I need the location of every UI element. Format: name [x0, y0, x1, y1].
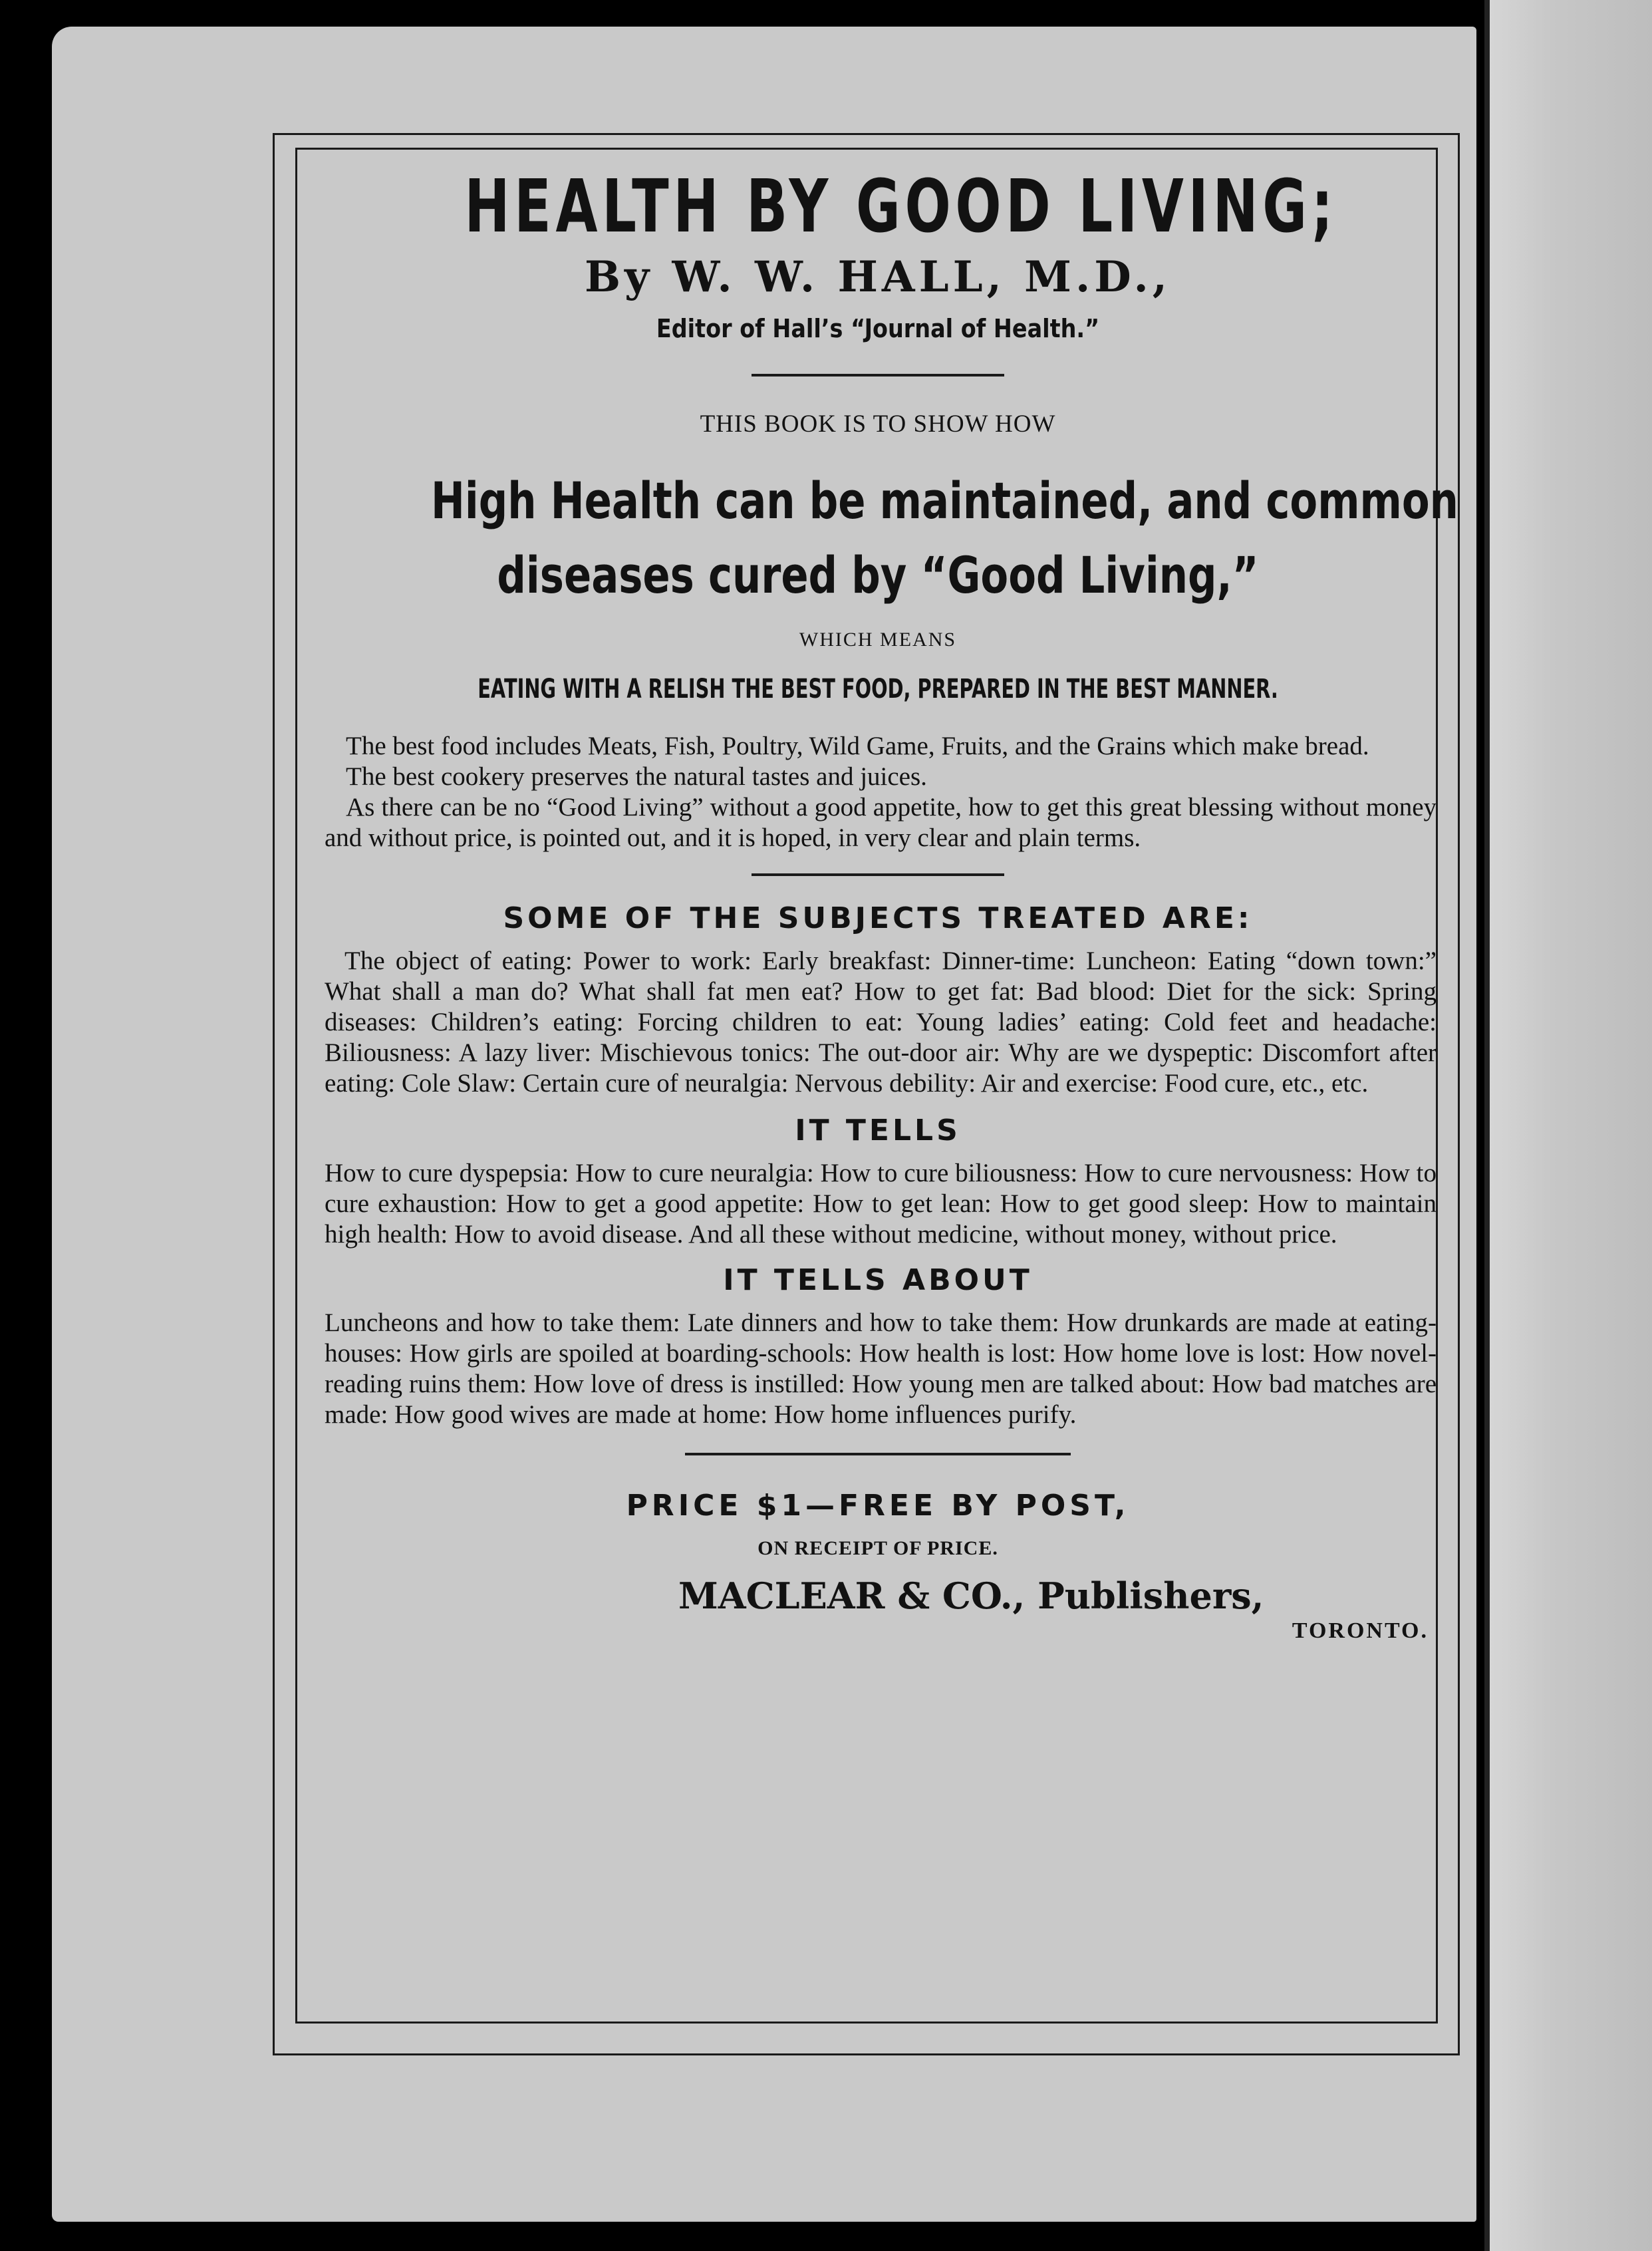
receipt-line: ON RECEIPT OF PRICE.	[757, 1537, 998, 1559]
author-byline: By W. W. HALL, M.D.,	[584, 252, 1172, 302]
which-means-line: WHICH MEANS	[799, 629, 957, 651]
price-line: PRICE $1—FREE BY POST,	[626, 1489, 1130, 1523]
divider-rule	[752, 374, 1004, 376]
paragraph-best-cookery: The best cookery preserves the natural tastes and juices.	[346, 762, 927, 791]
it-tells-about-text: Luncheons and how to take them: Late dinners and how to take them: How drunkards are made at eating-houses: How girls are spoiled at boarding-schools: How health is lost: How home love is lost: How novel-reading ruins them: How love of dress is instilled: How young men are talked about: How bad matches are made: How good wives are made at home: How home influences purify.	[325, 1308, 1437, 1429]
paragraph-appetite: As there can be no “Good Living” without a good appetite, how to get this great blessing without money and without price, is pointed out, and it is hoped, in very clear and plain terms.	[325, 793, 1437, 852]
book-title: HEALTH BY GOOD LIVING;	[464, 164, 1337, 249]
subjects-text: The object of eating: Power to work: Early breakfast: Dinner-time: Luncheon: Eating “down town:” What shall a man do? What shall fat men eat? How to get fat: Bad blood: Diet for the sick: Spring diseases: Children’s eating: Forcing children to eat: Young ladies’ eating: Cold feet and headache: Biliousness: A lazy liver: Mischievous tonics: The out-door air: Why are we dyspeptic: Discomfort after eating: Cole Slaw: Certain cure of neuralgia: Nervous debility: Air and exercise: Food cure, etc., etc.	[325, 947, 1437, 1098]
headline-line-2: diseases cured by “Good Living,”	[497, 545, 1259, 605]
headline	[431, 464, 1458, 613]
publisher-name: MACLEAR & CO., Publishers,	[678, 1575, 1264, 1617]
subjects-heading: SOME OF THE SUBJECTS TREATED ARE:	[503, 901, 1253, 935]
author-credential: Editor of Hall’s “Journal of Health.”	[656, 314, 1100, 343]
description-block	[319, 731, 1437, 853]
adjacent-page-edge	[1484, 0, 1652, 2251]
it-tells-about-heading: IT TELLS ABOUT	[723, 1263, 1033, 1297]
headline-line-1: High Health can be maintained, and common	[431, 471, 1458, 530]
eating-line: EATING WITH A RELISH THE BEST FOOD, PREPARED IN THE BEST MANNER.	[478, 674, 1278, 704]
advertisement	[319, 152, 1458, 2014]
publisher-city: TORONTO.	[1292, 1618, 1429, 1643]
divider-rule	[752, 873, 1004, 876]
divider-rule	[685, 1453, 1071, 1455]
it-tells-text: How to cure dyspepsia: How to cure neuralgia: How to cure biliousness: How to cure nervousness: How to cure exhaustion: How to get a good appetite: How to get lean: How to get good sleep: How to maintain high health: How to avoid disease. And all these without medicine, without money, without price.	[325, 1159, 1437, 1249]
page-gutter	[1484, 0, 1490, 2251]
paragraph-best-food: The best food includes Meats, Fish, Poultry, Wild Game, Fruits, and the Grains which make bread.	[346, 732, 1369, 760]
it-tells-heading: IT TELLS	[795, 1114, 961, 1147]
intro-line: THIS BOOK IS TO SHOW HOW	[700, 410, 1056, 438]
